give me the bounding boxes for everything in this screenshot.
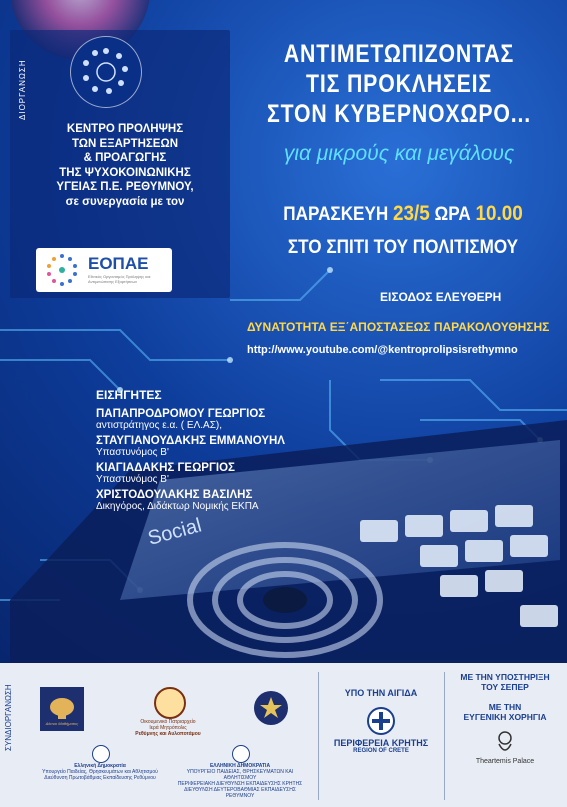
svg-text:Social: Social [145,514,204,550]
speaker-item [96,435,285,458]
speakers-heading: ΕΙΣΗΓΗΤΕΣ [96,388,162,402]
coorganizers-vertical-label: ΣΥΝΔΙΟΡΓΑΝΩΣΗ [4,684,13,751]
metropolis-name-2: Ρεθύμνης και Αυλοποτάμου [135,731,201,737]
greek-emblem-icon [232,745,250,763]
organizer-panel [10,30,230,298]
ministry-1-line2: Διεύθυνση Πρωτοβάθμιας Εκπαίδευσης Ρεθύμνου [44,775,156,781]
hotel-logo-icon [493,730,517,756]
event-time: 10.00 [475,202,523,225]
metropolis-seal-icon [154,687,186,719]
speaker-item [96,489,285,512]
event-subtitle: για μικρούς και μεγάλους [283,142,515,165]
sponsorship-label-2: ΕΥΓΕΝΙΚΗ ΧΟΡΗΓΙΑ [463,712,547,722]
people-circle-icon [71,37,141,107]
aegis-column [320,688,442,754]
event-title-line-1: ΑΝΤΙΜΕΤΩΠΙΖΟΝΤΑΣ [283,40,515,68]
org-line: ΤΩΝ ΕΞΑΡΤΗΣΕΩΝ [71,137,178,150]
speaker-name: ΚΙΑΓΙΑΔΑΚΗΣ ΓΕΩΡΓΙΟΣ [96,462,235,474]
divider [444,672,445,800]
greek-emblem-icon [92,745,110,763]
speaker-name: ΠΑΠΑΠΡΟΔΡΟΜΟΥ ΓΕΩΡΓΙΟΣ [96,408,266,420]
region-crete-emblem-icon [366,706,396,736]
ministry-1-caption [40,763,160,781]
support-label-2: ΤΟΥ ΣΕΠΕΡ [481,682,529,692]
remote-attendance-text: ΔΥΝΑΤΟΤΗΤΑ ΕΞ΄ΑΠΟΣΤΑΣΕΩΣ ΠΑΡΑΚΟΛΟΥΘΗΣΗΣ [247,320,550,334]
event-day: ΠΑΡΑΣΚΕΥΗ [283,204,389,225]
ministry-2-line1: ΥΠΟΥΡΓΕΙΟ ΠΑΙΔΕΙΑΣ, ΘΡΗΣΚΕΥΜΑΤΩΝ ΚΑΙ ΑΘΛΗΤΙΣΜΟΥ [186,769,294,781]
org-line: ΥΓΕΙΑΣ Π.Ε. ΡΕΘΥΜΝΟΥ, [56,181,194,193]
event-when [260,202,546,226]
eopae-dots-icon [42,250,82,290]
aegis-label: ΥΠΟ ΤΗΝ ΑΙΓΙΔΑ [344,688,418,698]
speaker-role: Υπαστυνόμος Β' [96,447,169,458]
event-title-line-2: ΤΙΣ ΠΡΟΚΛΗΣΕΙΣ [306,70,492,98]
sponsor-1-caption: Δίκτυο Μαθήματος [45,721,79,726]
support-column [446,672,564,765]
eopae-title: ΕΟΠΑΕ [88,254,149,273]
speaker-item [96,408,285,431]
event-time-label: ΩΡΑ [434,204,471,225]
speaker-name: ΣΤΑΥΓΙΑΝΟΥΔΑΚΗΣ ΕΜΜΑΝΟΥΗΛ [96,435,285,447]
ministry-2-line2: ΠΕΡΙΦΕΡΕΙΑΚΗ ΔΙΕΥΘΥΝΣΗ ΕΚΠΑΙΔΕΥΣΗΣ ΚΡΗΤΗΣ [177,781,303,787]
police-emblem-icon [254,691,288,725]
free-entry-text: ΕΙΣΟΔΟΣ ΕΛΕΥΘΕΡΗ [380,290,502,304]
speaker-name: ΧΡΙΣΤΟΔΟΥΛΑΚΗΣ ΒΑΣΙΛΗΣ [96,489,253,501]
ministry-2-caption [172,763,308,799]
event-title-line-3: ΣΤΟΝ ΚΥΒΕΡΝΟΧΩΡΟ... [266,100,531,128]
ministry-1-title: Ελληνική Δημοκρατία [74,763,126,769]
sponsorship-label-1: ΜΕ ΤΗΝ [488,702,522,712]
org-line: σε συνεργασία με τον [65,195,185,208]
organizer-logo [70,36,142,108]
hotel-name: Theartemis Palace [475,758,535,765]
ministry-2-line3: ΔΙΕΥΘΥΝΣΗ ΔΕΥΤΕΡΟΒΑΘΜΙΑΣ ΕΚΠΑΙΔΕΥΣΗΣ ΡΕΘΥΜΝΟΥ [184,787,296,799]
org-line: ΤΗΣ ΨΥΧΟΚΟΙΝΩΝΙΚΗΣ [59,166,191,179]
metropolis-small: Οικουμενικό Πατριαρχείο [140,719,196,725]
sponsor-logo-1 [40,687,84,731]
metropolis-caption [128,719,208,737]
speakers-list [96,388,285,512]
support-label-1: ΜΕ ΤΗΝ ΥΠΟΣΤΗΡΙΞΗ [460,672,550,682]
speaker-role: αντιστράτηγος ε.α. ( ΕΛ.ΑΣ), [96,420,222,431]
region-name: ΠΕΡΙΦΕΡΕΙΑ ΚΡΗΤΗΣ [333,738,429,748]
speaker-item [96,462,285,485]
eopae-subtitle: Εθνικός Οργανισμός Πρόληψης και Αντιμετώπισης Εξαρτήσεων [88,274,151,284]
region-en: REGION OF CRETE [353,748,409,754]
organizer-text [30,122,220,209]
police-star-icon [254,691,288,725]
event-date: 23/5 [392,202,430,225]
ministry-2-title: ΕΛΛΗΝΙΚΗ ΔΗΜΟΚΡΑΤΙΑ [209,763,271,769]
org-line: ΚΕΝΤΡΟ ΠΡΟΛΗΨΗΣ [66,123,184,135]
speaker-role: Υπαστυνόμος Β' [96,474,169,485]
organizer-vertical-label: ΔΙΟΡΓΑΝΩΣΗ [18,59,27,120]
event-venue: ΣΤΟ ΣΠΙΤΙ ΤΟΥ ΠΟΛΙΤΙΣΜΟΥ [287,237,519,258]
divider [318,672,319,800]
eopae-logo-box [36,248,172,292]
ministry-1-line1: Υπουργείο Παιδείας, Θρησκευμάτων και Αθλητισμού [42,769,158,775]
metropolis-name-1: Ιερά Μητρόπολις [149,725,187,731]
youtube-link[interactable]: http://www.youtube.com/@kentroprolipsisrethymno [247,344,518,356]
speaker-role: Δικηγόρος, Διδάκτωρ Νομικής ΕΚΠΑ [96,501,259,512]
org-line: & ΠΡΟΑΓΩΓΗΣ [83,152,167,164]
